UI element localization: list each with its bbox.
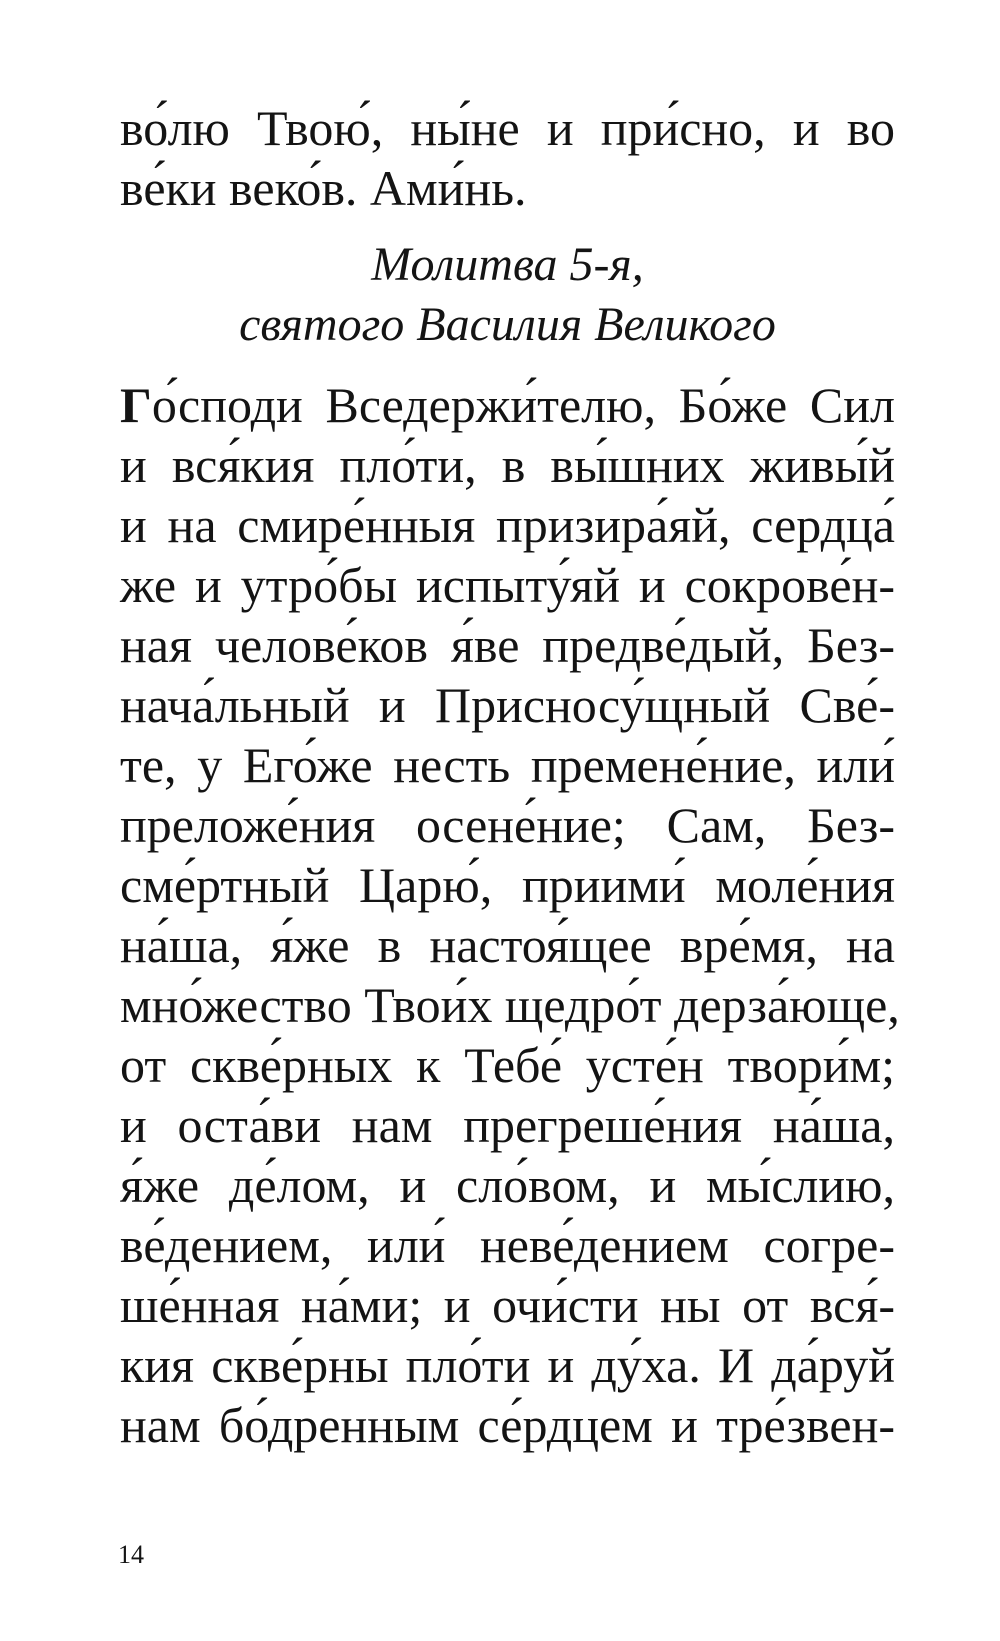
- prayer-line: ше́нная на́ми; и очи́сти ны от вся́-: [120, 1277, 895, 1333]
- prayer-line: мно́жество Твои́х щедро́т дерза́юще,: [120, 977, 900, 1033]
- prayer-line: на́ша, я́же в настоя́щее вре́мя, на: [120, 917, 895, 973]
- prayer-line: ная челове́ков я́ве предве́дый, Без-: [120, 617, 895, 673]
- prayer-subtitle: святого Василия Великого: [239, 298, 776, 351]
- prayer-line: и вся́кия пло́ти, в вы́шних живы́й: [120, 437, 895, 493]
- prayer-line: ве́дением, или́ неве́дением согре-: [120, 1217, 895, 1273]
- prayer-line: преложе́ния осене́ние; Сам, Без-: [120, 797, 895, 853]
- page-number: 14: [118, 1540, 144, 1569]
- prayer-first-line-text: о́споди Вседержи́телю, Бо́же Сил: [151, 377, 895, 433]
- prayer-line: я́же де́лом, и сло́вом, и мы́слию,: [120, 1157, 895, 1213]
- continuation-line-1: во́лю Твою́, ны́не и при́сно, и во: [120, 100, 895, 156]
- prayer-line: те, у Его́же несть премене́ние, или́: [120, 737, 895, 793]
- initial-letter: Г: [120, 377, 152, 433]
- prayer-line: от скве́рных к Тебе́ усте́н твори́м;: [120, 1037, 895, 1093]
- prayer-line: и оста́ви нам прегреше́ния на́ша,: [120, 1097, 895, 1153]
- prayer-line: нача́льный и Присносу́щный Све́-: [120, 677, 895, 733]
- prayer-first-line: [120, 375, 895, 435]
- prayer-line: сме́ртный Царю́, приими́ моле́ния: [120, 857, 895, 913]
- prayer-line: кия скве́рны пло́ти и ду́ха. И да́руй: [120, 1337, 895, 1393]
- continuation-line-2: ве́ки веко́в. Ами́нь.: [120, 160, 527, 216]
- prayer-line: же и утро́бы испыту́яй и сокрове́н-: [120, 557, 895, 613]
- prayer-line: нам бо́дренным се́рдцем и тре́звен-: [120, 1397, 895, 1453]
- prayer-line: и на смире́нныя призира́яй, сердца́: [120, 497, 895, 553]
- prayer-title: Молитва 5-я,: [371, 238, 644, 291]
